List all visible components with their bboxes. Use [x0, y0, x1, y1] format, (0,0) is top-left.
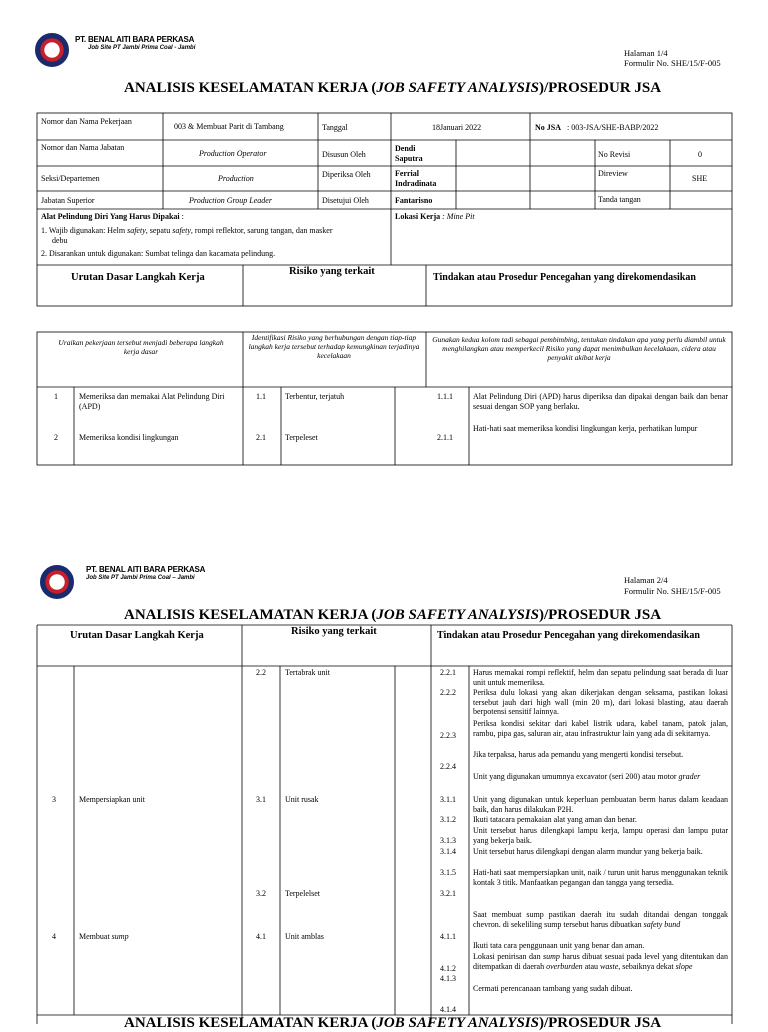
action-text: Unit tersebut harus dilengkapi lampu kerja, lampu operasi dan lampu putar yang bekerja baik. [473, 826, 728, 845]
action-number: 4.1.1 [440, 932, 456, 941]
step-text: Mempersiapkan unit [79, 795, 145, 804]
risk-number: 2.2 [256, 668, 266, 677]
department-label: Seksi/Departemen [41, 174, 100, 183]
action-number: 2.2.4 [440, 762, 456, 771]
action-text: Saat membuat sump pastikan daerah itu sudah ditandai dengan tonggak chevron. di sekeliling sump tersebut harus dibuatkan safety bund [473, 910, 728, 929]
document-title-next-page: ANALISIS KESELAMATAN KERJA (JOB SAFETY ANALYSIS)/PROSEDUR JSA [124, 1015, 662, 1031]
action-text: Hati-hati saat memeriksa kondisi lingkungan kerja, perhatikan lumpur [473, 424, 698, 433]
action-text: Unit yang digunakan umumnya excavator (seri 200) atau motor grader [473, 772, 701, 781]
approved-by-label: Disetujui Oleh [322, 196, 369, 205]
ppe-item-1-cont: debu [52, 236, 68, 245]
reviewed-label: Direview [598, 169, 628, 178]
column-header-risks: Risiko yang terkait [291, 626, 377, 637]
column-header-actions: Tindakan atau Prosedur Pencegahan yang direkomendasikan [433, 272, 696, 283]
revision-value: 0 [698, 150, 702, 159]
action-number: 2.1.1 [437, 433, 453, 442]
step-number: 1 [54, 392, 58, 401]
guide-actions: Gunakan kedua kolom tadi sebagai pembimbing, tentukan tindakan apa yang perlu diambil untuk menghilangkan atau memperkecil Risiko yang dapat menimbulkan kecelakaan, cidera atau penyakit akibat kerja [432, 335, 726, 362]
action-number: 3.1.5 [440, 868, 456, 877]
action-text: Unit tersebut harus dilengkapi dengan alarm mundur yang bekerja baik. [473, 847, 703, 856]
jsa-number-value: : 003-JSA/SHE-BABP/2022 [567, 123, 659, 132]
risk-text: Tertabrak unit [285, 668, 330, 677]
action-text: Ikuti tata cara penggunaan unit yang benar dan aman. [473, 941, 645, 950]
risk-text: Terpeleset [285, 433, 318, 442]
action-number: 3.1.3 [440, 836, 456, 845]
step-text: Memeriksa dan memakai Alat Pelindung Diri (APD) [79, 392, 225, 411]
risk-number: 3.2 [256, 889, 266, 898]
job-name-value: 003 & Membuat Parit di Tambang [174, 122, 284, 131]
action-number: 4.1.2 [440, 964, 456, 973]
action-text: Lokasi penirisan dan sump harus dibuat sesuai pada level yang ditentukan dan ditempatkan di daerah overburden atau waste, sebaiknya dekat slope [473, 952, 728, 971]
position-value: Production Operator [199, 149, 267, 158]
prepared-by-label: Disusun Oleh [322, 150, 366, 159]
risk-number: 1.1 [256, 392, 266, 401]
action-text: Harus memakai rompi reflektif, helm dan sepatu pelindung saat berada di luar unit untuk memeriksa. [473, 668, 728, 687]
job-name-label: Nomor dan Nama Pekerjaan [41, 117, 132, 126]
action-number: 4.1.4 [440, 1005, 456, 1014]
approved-by-value: Fantarisno [395, 196, 433, 205]
position-label: Nomor dan Nama Jabatan [41, 143, 125, 152]
page-number: Halaman 2/4 [624, 575, 668, 585]
reviewed-value: SHE [692, 174, 708, 183]
ppe-item-2: 2. Disarankan untuk digunakan: Sumbat telinga dan kacamata pelindung. [41, 249, 276, 258]
action-text: Ikuti tatacara pemakaian alat yang aman dan benar. [473, 815, 637, 824]
checked-by-value-2: Indradinata [395, 179, 437, 188]
step-number: 4 [52, 932, 56, 941]
job-site: Job Site PT Jambi Prima Coal – Jambi [86, 575, 195, 581]
action-number: 3.1.4 [440, 847, 456, 856]
action-text: Periksa dulu lokasi yang akan dikerjakan dengan seksama, pastikan lokasi tersebut jauh dari high wall (min 20 m), dari lokasi blasting, atau daerah berpotensi sensitif lainnya. [473, 688, 728, 716]
risk-number: 4.1 [256, 932, 266, 941]
action-text: Alat Pelindung Diri (APD) harus diperiksa dan dipakai dengan baik dan benar sesuai dengan SOP yang berlaku. [473, 392, 728, 411]
column-header-steps: Urutan Dasar Langkah Kerja [70, 630, 204, 641]
risk-text: Unit rusak [285, 795, 319, 804]
page-number: Halaman 1/4 [624, 48, 668, 58]
action-number: 1.1.1 [437, 392, 453, 401]
action-number: 3.2.1 [440, 889, 456, 898]
step-number: 2 [54, 433, 58, 442]
form-number: Formulir No. SHE/15/F-005 [624, 58, 721, 68]
column-header-actions: Tindakan atau Prosedur Pencegahan yang direkomendasikan [437, 630, 700, 641]
guide-risks: Identifikasi Risiko yang berhubungan dengan tiap-tiap langkah kerja tersebut terhadap kemungkinan terjadinya kecelakaan [248, 333, 420, 360]
action-number: 3.1.1 [440, 795, 456, 804]
action-text: Jika terpaksa, harus ada pemandu yang mengerti kondisi tersebut. [473, 750, 684, 759]
company-name: PT. BENAL AITI BARA PERKASA [75, 35, 195, 44]
action-text: Periksa kondisi sekitar dari kabel listrik udara, kabel tanam, patok jalan, rambu, pipa gas, saluran air, atau infrastruktur lain yang ada di sekitarnya. [473, 719, 728, 738]
column-header-risks: Risiko yang terkait [289, 266, 375, 277]
guide-steps: Uraikan pekerjaan tersebut menjadi beberapa langkah kerja dasar [58, 338, 224, 356]
ppe-item-1: 1. Wajib digunakan: Helm safety, sepatu safety, rompi reflektor, sarung tangan, dan masker [41, 226, 333, 235]
column-header-steps: Urutan Dasar Langkah Kerja [71, 272, 205, 283]
action-number: 4.1.3 [440, 974, 456, 983]
step-number: 3 [52, 795, 56, 804]
date-value: 18Januari 2022 [432, 123, 482, 132]
step-text: Membuat sump [79, 932, 129, 941]
risk-text: Terpelelset [285, 889, 320, 898]
action-text: Hati-hati saat mempersiapkan unit, naik / turun unit harus menggunakan teknik kontak 3 titik. Manfaatkan pegangan dan tangga yang tersedia. [473, 868, 728, 887]
risk-number: 3.1 [256, 795, 266, 804]
form-number: Formulir No. SHE/15/F-005 [624, 586, 721, 596]
document-title: ANALISIS KESELAMATAN KERJA (JOB SAFETY ANALYSIS)/PROSEDUR JSA [124, 80, 662, 96]
document-title: ANALISIS KESELAMATAN KERJA (JOB SAFETY ANALYSIS)/PROSEDUR JSA [124, 607, 662, 623]
risk-text: Unit amblas [285, 932, 324, 941]
checked-by-label: Diperiksa Oleh [322, 170, 371, 179]
action-number: 2.2.1 [440, 668, 456, 677]
company-name: PT. BENAL AITI BARA PERKASA [86, 565, 206, 574]
action-text: Unit yang digunakan untuk keperluan pembuatan berm harus dalam keadaan baik, dan harus dilakukan P2H. [473, 795, 728, 814]
superior-value: Production Group Leader [189, 196, 272, 205]
risk-text: Terbentur, terjatuh [285, 392, 345, 401]
jsa-number-label: No JSA [535, 123, 562, 132]
prepared-by-value-1: Dendi [395, 144, 416, 153]
action-number: 2.2.2 [440, 688, 456, 697]
department-value: Production [218, 174, 254, 183]
action-number: 3.1.2 [440, 815, 456, 824]
prepared-by-value-2: Saputra [395, 154, 423, 163]
revision-label: No Revisi [598, 150, 631, 159]
signature-label: Tanda tangan [598, 195, 641, 204]
work-location: Lokasi Kerja : Mine Pit [395, 212, 475, 221]
risk-number: 2.1 [256, 433, 266, 442]
job-site: Job Site PT Jambi Prima Coal - Jambi [88, 45, 196, 51]
date-label: Tanggal [322, 123, 348, 132]
step-text: Memeriksa kondisi lingkungan [79, 433, 179, 442]
superior-label: Jabatan Superior [41, 196, 95, 205]
action-number: 2.2.3 [440, 731, 456, 740]
checked-by-value-1: Ferrial [395, 169, 419, 178]
action-text: Cermati perencanaan tambang yang sudah dibuat. [473, 984, 633, 993]
ppe-heading: Alat Pelindung Diri Yang Harus Dipakai : [41, 212, 184, 221]
